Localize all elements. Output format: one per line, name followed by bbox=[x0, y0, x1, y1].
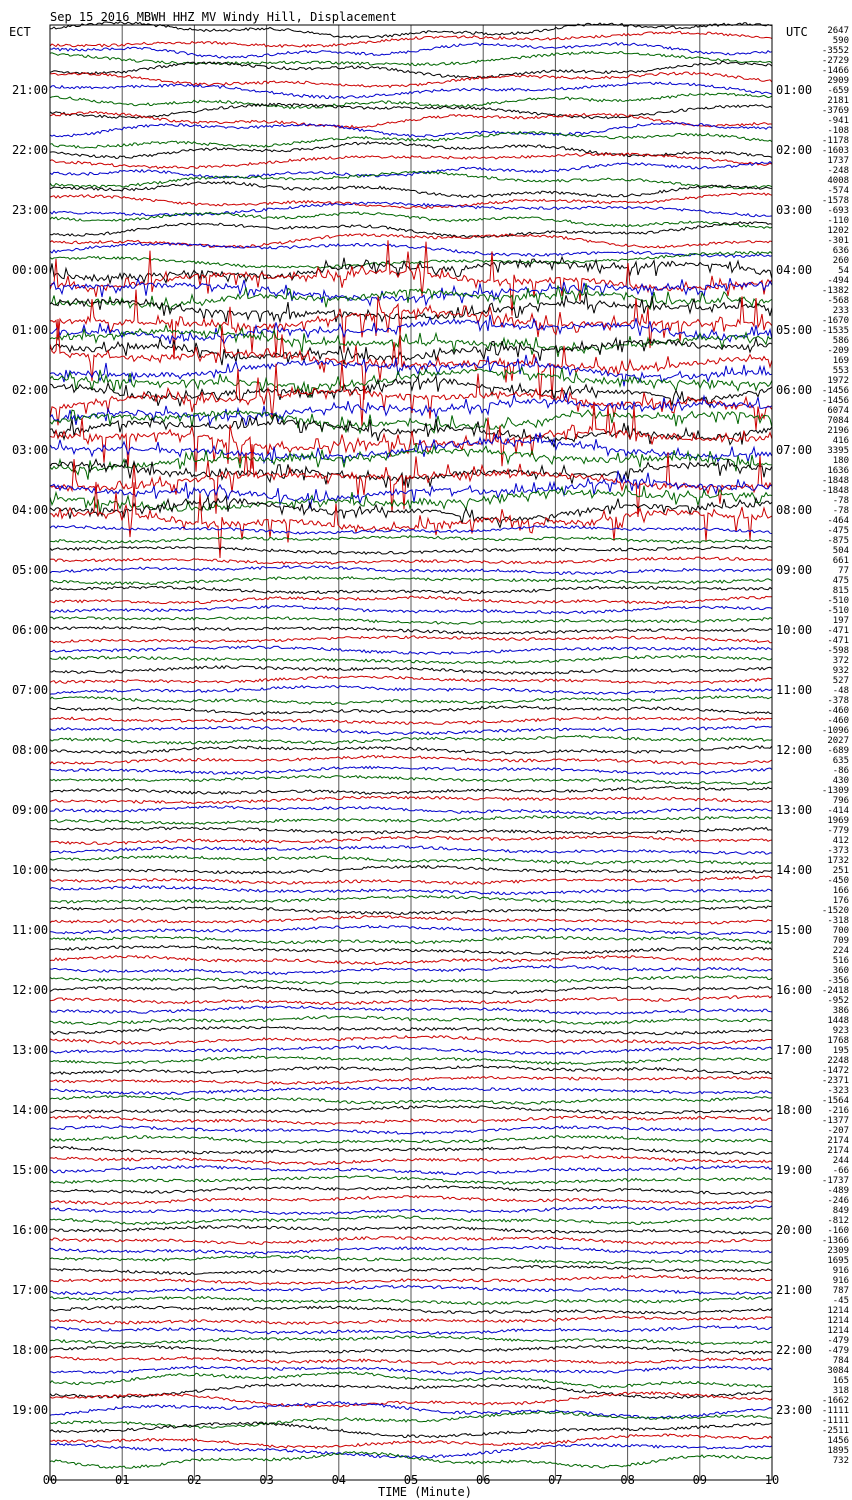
trace-offset-label: -1178 bbox=[821, 136, 849, 146]
trace-offset-label: 796 bbox=[832, 796, 849, 806]
trace-offset-label: 244 bbox=[832, 1156, 849, 1166]
trace-offset-label: 700 bbox=[832, 926, 849, 936]
trace-offset-label: -45 bbox=[832, 1296, 849, 1306]
trace-offset-label: 504 bbox=[832, 546, 849, 556]
trace-offset-label: -86 bbox=[832, 766, 849, 776]
trace-offset-label: 166 bbox=[832, 886, 849, 896]
trace-offset-label: 2181 bbox=[827, 96, 849, 106]
trace-offset-label: 553 bbox=[832, 366, 849, 376]
right-hour-label: 11:00 bbox=[776, 683, 813, 697]
trace-offset-label: -568 bbox=[827, 296, 849, 306]
trace-offset-label: 916 bbox=[832, 1266, 849, 1276]
trace-offset-label: 412 bbox=[832, 836, 849, 846]
trace-offset-label: 1969 bbox=[827, 816, 849, 826]
trace-offset-label: -216 bbox=[827, 1106, 849, 1116]
trace-offset-label: 1972 bbox=[827, 376, 849, 386]
trace-offset-label: -2371 bbox=[821, 1076, 849, 1086]
right-hour-label: 13:00 bbox=[776, 803, 813, 817]
trace-offset-label: 2174 bbox=[827, 1146, 849, 1156]
trace-offset-label: -78 bbox=[832, 496, 849, 506]
trace-offset-label: -471 bbox=[827, 626, 849, 636]
trace-offset-label: -450 bbox=[827, 876, 849, 886]
trace-offset-label: -1309 bbox=[821, 786, 849, 796]
right-hour-label: 03:00 bbox=[776, 203, 813, 217]
left-hour-label: 08:00 bbox=[12, 743, 49, 757]
trace-offset-label: -318 bbox=[827, 916, 849, 926]
trace-offset-label: 1214 bbox=[827, 1326, 849, 1336]
trace-offset-label: -110 bbox=[827, 216, 849, 226]
x-tick-label: 01 bbox=[114, 1473, 130, 1487]
trace-offset-label: -1456 bbox=[821, 396, 849, 406]
trace-offset-label: 318 bbox=[832, 1386, 849, 1396]
trace-offset-label: 4008 bbox=[827, 176, 849, 186]
trace-offset-label: -460 bbox=[827, 706, 849, 716]
trace-offset-label: -207 bbox=[827, 1126, 849, 1136]
trace-offset-label: -471 bbox=[827, 636, 849, 646]
trace-offset-label: 2248 bbox=[827, 1056, 849, 1066]
trace-offset-label: -356 bbox=[827, 976, 849, 986]
trace-offset-label: -1662 bbox=[821, 1396, 849, 1406]
left-hour-label: 03:00 bbox=[12, 443, 49, 457]
x-tick-label: 05 bbox=[403, 1473, 419, 1487]
trace-offset-label: 165 bbox=[832, 1376, 849, 1386]
trace-offset-label: 3084 bbox=[827, 1366, 849, 1376]
trace-offset-label: -510 bbox=[827, 596, 849, 606]
left-hour-label: 02:00 bbox=[12, 383, 49, 397]
trace-offset-label: -2418 bbox=[821, 986, 849, 996]
left-hour-label: 21:00 bbox=[12, 83, 49, 97]
trace-offset-label: 54 bbox=[838, 266, 849, 276]
left-hour-label: 01:00 bbox=[12, 323, 49, 337]
trace-offset-label: 251 bbox=[832, 866, 849, 876]
trace-offset-label: -248 bbox=[827, 166, 849, 176]
trace-offset-label: 77 bbox=[838, 566, 849, 576]
trace-offset-label: -489 bbox=[827, 1186, 849, 1196]
trace-offset-label: -2511 bbox=[821, 1426, 849, 1436]
trace-offset-label: 2027 bbox=[827, 736, 849, 746]
trace-offset-label: 416 bbox=[832, 436, 849, 446]
trace-offset-label: -1737 bbox=[821, 1176, 849, 1186]
trace-offset-label: 1456 bbox=[827, 1436, 849, 1446]
trace-offset-label: -475 bbox=[827, 526, 849, 536]
right-hour-label: 19:00 bbox=[776, 1163, 813, 1177]
x-tick-label: 09 bbox=[692, 1473, 708, 1487]
right-hour-label: 21:00 bbox=[776, 1283, 813, 1297]
left-hour-label: 06:00 bbox=[12, 623, 49, 637]
trace-offset-label: 923 bbox=[832, 1026, 849, 1036]
right-hour-label: 16:00 bbox=[776, 983, 813, 997]
trace-offset-label: -1096 bbox=[821, 726, 849, 736]
right-hour-label: 12:00 bbox=[776, 743, 813, 757]
trace-offset-label: -812 bbox=[827, 1216, 849, 1226]
x-tick-label: 00 bbox=[42, 1473, 58, 1487]
left-hour-label: 11:00 bbox=[12, 923, 49, 937]
trace-offset-label: 815 bbox=[832, 586, 849, 596]
trace-offset-label: -574 bbox=[827, 186, 849, 196]
right-hour-label: 23:00 bbox=[776, 1403, 813, 1417]
right-hour-label: 15:00 bbox=[776, 923, 813, 937]
trace-offset-label: -1111 bbox=[821, 1416, 849, 1426]
trace-offset-label: 636 bbox=[832, 246, 849, 256]
trace-offset-label: 360 bbox=[832, 966, 849, 976]
trace-offset-label: 3395 bbox=[827, 446, 849, 456]
left-timezone-label: ECT bbox=[9, 25, 31, 39]
trace-offset-label: -108 bbox=[827, 126, 849, 136]
trace-offset-label: -414 bbox=[827, 806, 849, 816]
trace-offset-label: -78 bbox=[832, 506, 849, 516]
trace-offset-label: 233 bbox=[832, 306, 849, 316]
x-tick-label: 04 bbox=[331, 1473, 347, 1487]
left-hour-label: 22:00 bbox=[12, 143, 49, 157]
trace-offset-label: 1895 bbox=[827, 1446, 849, 1456]
left-hour-label: 00:00 bbox=[12, 263, 49, 277]
trace-offset-label: -464 bbox=[827, 516, 849, 526]
trace-offset-label: 372 bbox=[832, 656, 849, 666]
trace-offset-label: -941 bbox=[827, 116, 849, 126]
right-hour-label: 07:00 bbox=[776, 443, 813, 457]
trace-offset-label: 1636 bbox=[827, 466, 849, 476]
trace-offset-label: -2729 bbox=[821, 56, 849, 66]
trace-offset-label: -160 bbox=[827, 1226, 849, 1236]
right-hour-label: 20:00 bbox=[776, 1223, 813, 1237]
left-hour-label: 14:00 bbox=[12, 1103, 49, 1117]
trace-offset-label: 7084 bbox=[827, 416, 849, 426]
right-hour-label: 08:00 bbox=[776, 503, 813, 517]
x-tick-label: 06 bbox=[475, 1473, 491, 1487]
right-hour-label: 17:00 bbox=[776, 1043, 813, 1057]
trace-offset-label: -1466 bbox=[821, 66, 849, 76]
trace-offset-label: -1578 bbox=[821, 196, 849, 206]
trace-offset-label: -460 bbox=[827, 716, 849, 726]
right-hour-label: 14:00 bbox=[776, 863, 813, 877]
trace-offset-label: -1535 bbox=[821, 326, 849, 336]
right-hour-label: 06:00 bbox=[776, 383, 813, 397]
right-hour-label: 09:00 bbox=[776, 563, 813, 577]
x-tick-label: 08 bbox=[620, 1473, 635, 1487]
trace-offset-label: -1382 bbox=[821, 286, 849, 296]
trace-offset-label: 516 bbox=[832, 956, 849, 966]
trace-offset-label: -1564 bbox=[821, 1096, 849, 1106]
trace-offset-label: 475 bbox=[832, 576, 849, 586]
chart-title: Sep 15 2016 MBWH HHZ MV Windy Hill, Displacement bbox=[50, 10, 397, 24]
right-hour-label: 02:00 bbox=[776, 143, 813, 157]
x-tick-label: 07 bbox=[548, 1473, 563, 1487]
trace-offset-label: -598 bbox=[827, 646, 849, 656]
trace-offset-label: 2196 bbox=[827, 426, 849, 436]
trace-offset-label: 1732 bbox=[827, 856, 849, 866]
trace-offset-label: 1768 bbox=[827, 1036, 849, 1046]
trace-offset-label: 732 bbox=[832, 1456, 849, 1466]
trace-offset-label: -779 bbox=[827, 826, 849, 836]
right-hour-label: 01:00 bbox=[776, 83, 813, 97]
trace-offset-label: -323 bbox=[827, 1086, 849, 1096]
trace-offset-label: 635 bbox=[832, 756, 849, 766]
trace-offset-label: 590 bbox=[832, 36, 849, 46]
x-axis-label: TIME (Minute) bbox=[378, 1485, 472, 1499]
trace-offset-label: 784 bbox=[832, 1356, 849, 1366]
trace-offset-label: -875 bbox=[827, 536, 849, 546]
trace-offset-label: -1603 bbox=[821, 146, 849, 156]
trace-offset-label: -1848 bbox=[821, 476, 849, 486]
trace-offset-label: 1695 bbox=[827, 1256, 849, 1266]
trace-offset-label: -1472 bbox=[821, 1066, 849, 1076]
trace-offset-label: -479 bbox=[827, 1336, 849, 1346]
right-hour-label: 04:00 bbox=[776, 263, 813, 277]
trace-offset-label: 2647 bbox=[827, 26, 849, 36]
trace-offset-label: -66 bbox=[832, 1166, 849, 1176]
trace-offset-label: -510 bbox=[827, 606, 849, 616]
trace-offset-label: -1377 bbox=[821, 1116, 849, 1126]
trace-offset-label: -689 bbox=[827, 746, 849, 756]
trace-offset-label: -952 bbox=[827, 996, 849, 1006]
left-hour-label: 19:00 bbox=[12, 1403, 49, 1417]
trace-offset-label: -1366 bbox=[821, 1236, 849, 1246]
trace-offset-label: 527 bbox=[832, 676, 849, 686]
trace-offset-label: 197 bbox=[832, 616, 849, 626]
trace-offset-label: 1214 bbox=[827, 1306, 849, 1316]
trace-offset-label: 2309 bbox=[827, 1246, 849, 1256]
left-hour-label: 07:00 bbox=[12, 683, 49, 697]
trace-offset-label: 430 bbox=[832, 776, 849, 786]
trace-offset-label: 176 bbox=[832, 896, 849, 906]
trace-offset-label: 1448 bbox=[827, 1016, 849, 1026]
trace-offset-label: 1737 bbox=[827, 156, 849, 166]
left-hour-label: 04:00 bbox=[12, 503, 49, 517]
trace-offset-label: -209 bbox=[827, 346, 849, 356]
trace-offset-label: -659 bbox=[827, 86, 849, 96]
trace-offset-label: -246 bbox=[827, 1196, 849, 1206]
right-hour-label: 10:00 bbox=[776, 623, 813, 637]
trace-offset-label: 849 bbox=[832, 1206, 849, 1216]
left-hour-label: 13:00 bbox=[12, 1043, 49, 1057]
trace-offset-label: 1202 bbox=[827, 226, 849, 236]
trace-offset-label: -1456 bbox=[821, 386, 849, 396]
trace-offset-label: -479 bbox=[827, 1346, 849, 1356]
trace-offset-label: 2909 bbox=[827, 76, 849, 86]
trace-offset-label: -494 bbox=[827, 276, 849, 286]
trace-offset-label: -301 bbox=[827, 236, 849, 246]
x-tick-label: 10 bbox=[764, 1473, 780, 1487]
left-hour-label: 09:00 bbox=[12, 803, 49, 817]
trace-offset-label: -1520 bbox=[821, 906, 849, 916]
right-timezone-label: UTC bbox=[786, 25, 808, 39]
trace-offset-label: 6074 bbox=[827, 406, 849, 416]
trace-offset-label: -1670 bbox=[821, 316, 849, 326]
trace-offset-label: 260 bbox=[832, 256, 849, 266]
trace-offset-label: 916 bbox=[832, 1276, 849, 1286]
trace-offset-label: 586 bbox=[832, 336, 849, 346]
trace-offset-label: -378 bbox=[827, 696, 849, 706]
trace-offset-label: 1214 bbox=[827, 1316, 849, 1326]
trace-offset-label: -373 bbox=[827, 846, 849, 856]
trace-offset-label: -48 bbox=[832, 686, 849, 696]
left-hour-label: 17:00 bbox=[12, 1283, 49, 1297]
trace-offset-label: -693 bbox=[827, 206, 849, 216]
left-hour-label: 16:00 bbox=[12, 1223, 49, 1237]
trace-offset-label: 2174 bbox=[827, 1136, 849, 1146]
trace-offset-label: 709 bbox=[832, 936, 849, 946]
x-tick-label: 02 bbox=[187, 1473, 202, 1487]
trace-offset-label: 224 bbox=[832, 946, 849, 956]
left-hour-label: 12:00 bbox=[12, 983, 49, 997]
trace-offset-label: 169 bbox=[832, 356, 849, 366]
trace-offset-label: 661 bbox=[832, 556, 849, 566]
trace-offset-label: -3769 bbox=[821, 106, 849, 116]
x-tick-label: 03 bbox=[259, 1473, 274, 1487]
left-hour-label: 23:00 bbox=[12, 203, 49, 217]
right-hour-label: 18:00 bbox=[776, 1103, 813, 1117]
trace-offset-label: 180 bbox=[832, 456, 849, 466]
left-hour-label: 15:00 bbox=[12, 1163, 49, 1177]
trace-offset-label: -3552 bbox=[821, 46, 849, 56]
left-hour-label: 05:00 bbox=[12, 563, 49, 577]
trace-offset-label: 386 bbox=[832, 1006, 849, 1016]
left-hour-label: 18:00 bbox=[12, 1343, 49, 1357]
trace-offset-label: 195 bbox=[832, 1046, 849, 1056]
left-hour-label: 10:00 bbox=[12, 863, 49, 877]
trace-offset-label: 932 bbox=[832, 666, 849, 676]
trace-offset-label: -1848 bbox=[821, 486, 849, 496]
right-hour-label: 22:00 bbox=[776, 1343, 813, 1357]
trace-offset-label: 787 bbox=[832, 1286, 849, 1296]
trace-offset-label: -1111 bbox=[821, 1406, 849, 1416]
right-hour-label: 05:00 bbox=[776, 323, 813, 337]
